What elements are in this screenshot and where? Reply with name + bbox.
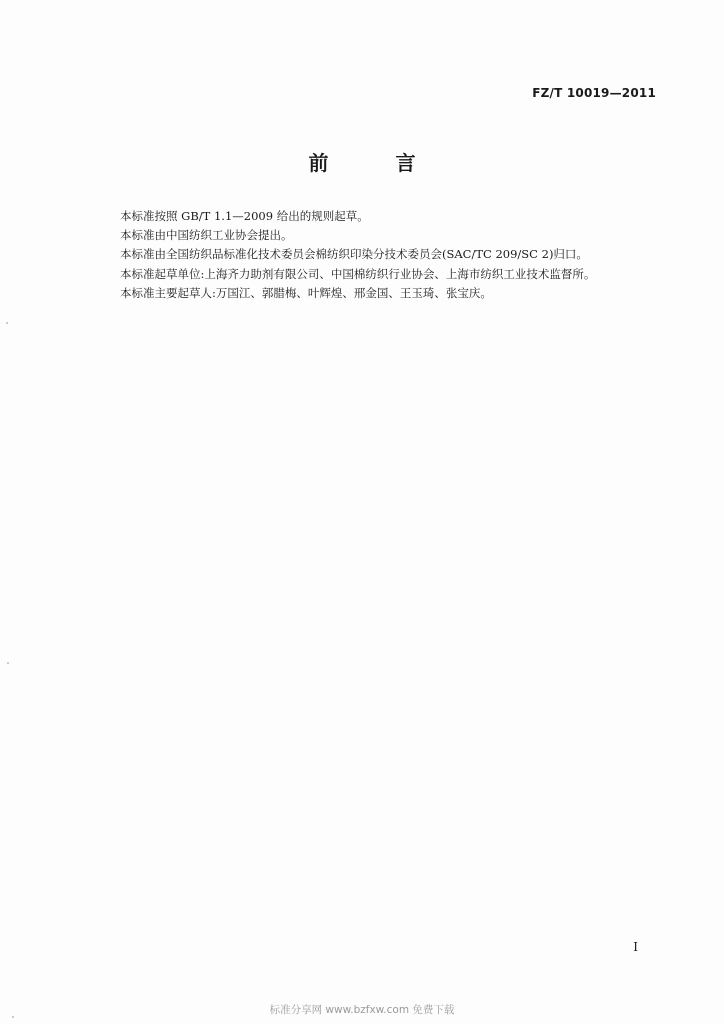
page-title: 前 言: [308, 151, 446, 175]
scan-speck: [6, 322, 8, 324]
scan-speck: [12, 1016, 14, 1018]
foreword-paragraph: 本标准由中国纺织工业协会提出。: [120, 228, 293, 243]
page-number: I: [633, 940, 638, 954]
standard-code: FZ/T 10019—2011: [532, 86, 656, 100]
watermark-text: 标准分享网 www.bzfxw.com 免费下载: [269, 1004, 455, 1016]
foreword-paragraph: 本标准起草单位:上海齐力助剂有限公司、中国棉纺织行业协会、上海市纺织工业技术监督所。: [120, 266, 596, 281]
foreword-body: [120, 207, 680, 303]
foreword-paragraph: 本标准按照 GB/T 1.1—2009 给出的规则起草。: [120, 209, 369, 223]
scan-speck: [7, 662, 9, 664]
foreword-paragraph: 本标准主要起草人:万国江、郭腊梅、叶辉煌、邢金国、王玉琦、张宝庆。: [120, 285, 492, 300]
foreword-paragraph: 本标准由全国纺织品标准化技术委员会棉纺织印染分技术委员会(SAC/TC 209/SC 2)归口。: [120, 247, 588, 262]
